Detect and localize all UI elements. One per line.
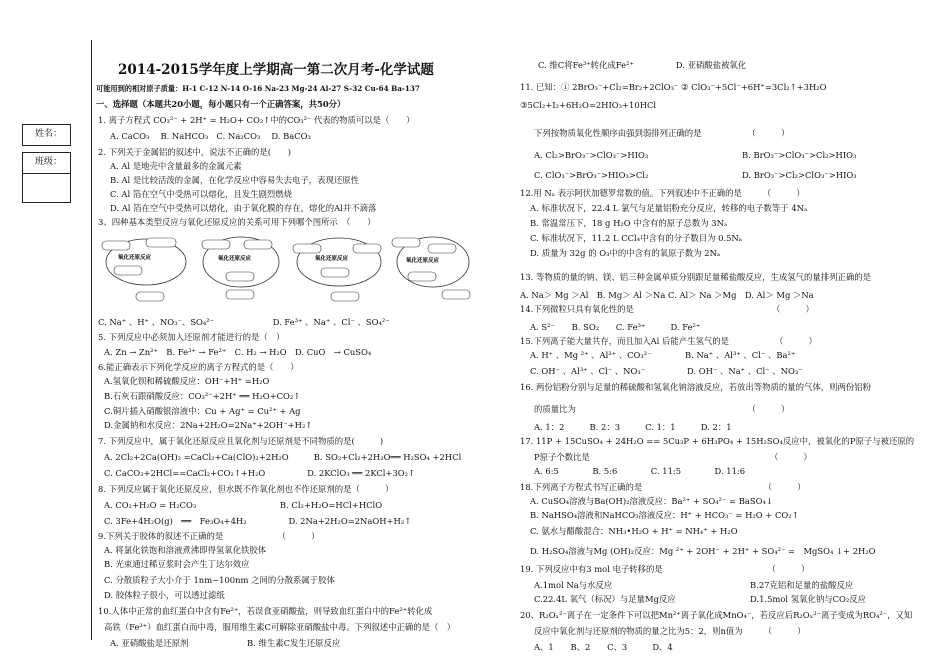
page-title: 2014-2015学年度上学期高一第二次月考-化学试题 bbox=[118, 62, 434, 78]
right-line: 12.用 Nₐ 表示阿伏加德罗常数的值。下列叙述中不正确的是 （ ） bbox=[520, 188, 805, 198]
left-line: A. 亚硝酸盐是还原剂 B. 维生素C发生还原反应 bbox=[110, 638, 341, 648]
left-line: C. CaCO₃+2HCl==CaCl₂+CO₂↑+H₂O D. 2KClO₃ ══ 2KCl+3O₂↑ bbox=[104, 468, 416, 478]
right-line: 18.下列离子方程式书写正确的是 （ ） bbox=[520, 482, 806, 492]
atomic-masses: 可能用到的相对原子质量：H-1 C-12 N-14 O-16 Na-23 Mg-24 Al-27 S-32 Cu-64 Ba-137 bbox=[96, 84, 420, 93]
left-line: A.氢氧化钡和稀硫酸反应：OH⁻+H⁺ =H₂O bbox=[104, 376, 270, 386]
right-line: B. 常温常压下，18 g H₂O 中含有的原子总数为 3Nₐ bbox=[530, 218, 728, 228]
diagram-d-center-label: 氧化还原反应 bbox=[406, 258, 440, 264]
name-label: 姓名： bbox=[35, 129, 63, 139]
right-line: C. 维C将Fe³⁺转化成Fe²⁺ D. 亚硝酸盐被氧化 bbox=[538, 60, 747, 70]
right-line: C. 氨水与醋酸混合：NH₃•H₂O + H⁺ = NH₄⁺ + H₂O bbox=[530, 526, 738, 536]
right-line: B. NaHSO₄溶液和NaHCO₃溶液反应：H⁺ + HCO₃⁻ = H₂O + CO₂↑ bbox=[530, 510, 799, 520]
left-line: C. 分散质粒子大小介于 1nm~100nm 之间的分散系属于胶体 bbox=[104, 575, 335, 585]
right-line: A. S²⁻ B. SO₂ C. Fe³⁺ D. Fe²⁺ bbox=[530, 322, 701, 332]
left-line: 9.下列关于胶体的叙述不正确的是 （ ） bbox=[98, 531, 320, 541]
right-line: 15.下列离子能大量共存，而且加入Al 后能产生氢气的是 （ ） bbox=[520, 336, 817, 346]
class-label: 班级： bbox=[35, 157, 63, 167]
left-line: 2. 下列关于金属铝的叙述中，说法不正确的是( ) bbox=[98, 147, 292, 157]
right-line: D. H₂SO₄溶液与Mg (OH)₂反应：Mg ²⁺ + 2OH⁻ + 2H⁺ + SO₄²⁻ = MgSO₄ ↓+ 2H₂O bbox=[530, 546, 876, 556]
right-line: 13. 等物质的量的钠、镁、铝三种金属单质分别跟足量稀盐酸反应，生成氢气的量排列正确的是 bbox=[520, 272, 871, 282]
class-box[interactable] bbox=[22, 152, 71, 174]
right-line: A. 6:5 B. 5:6 C. 11:5 D. 11:6 bbox=[534, 466, 746, 476]
left-line: A. Zn → Zn²⁺ B. Fe³⁺ → Fe²⁺ C. H₂ → H₂O D. CuO → CuSO₄ bbox=[104, 347, 372, 357]
right-line: B. BrO₃⁻>ClO₃⁻>Cl₂>HIO₃ bbox=[742, 150, 857, 160]
diagram-a bbox=[102, 238, 186, 301]
diagram-a-center-label: 氧化还原反应 bbox=[118, 255, 152, 261]
right-line: A. H⁺ 、Mg ²⁺ 、Al³⁺ 、CO₃²⁻ B. Na⁺ 、Al³⁺ 、Cl⁻ 、Ba²⁺ bbox=[530, 350, 796, 360]
binding-line bbox=[91, 40, 92, 640]
diagram-b-center-label: 氧化还原反应 bbox=[218, 256, 252, 262]
right-line: 19. 下列反应中有3 mol 电子转移的是 （ ） bbox=[520, 564, 810, 574]
right-line: D.1.5mol 氢氧化钠与CO₂反应 bbox=[750, 594, 866, 604]
left-line: C. Al 箔在空气中受热可以熔化，且发生剧烈燃烧 bbox=[110, 189, 292, 199]
right-line: A. Cl₂>BrO₃⁻>ClO₃⁻>HIO₃ bbox=[534, 150, 649, 160]
right-line: ③5Cl₂+I₂+6H₂O=2HIO₃+10HCl bbox=[520, 100, 657, 110]
left-line: C.铜片插入硝酸银溶液中：Cu + Ag⁺ = Cu²⁺ + Ag bbox=[104, 406, 301, 416]
left-line: 1. 离子方程式 CO₃²⁻ + 2H⁺ = H₂O+ CO₂↑中的CO₃²⁻ 代表的物质可以是（ ） bbox=[98, 115, 415, 125]
right-line: 17. 11P + 15CuSO₄ + 24H₂O == 5Cu₃P + 6H₃PO₄ + 15H₂SO₄反应中，被氧化的P原子与被还原的 bbox=[520, 436, 915, 446]
left-line: D.金属钠和水反应：2Na+2H₂O=2Na⁺+2OH⁻+H₂↑ bbox=[104, 420, 313, 430]
left-line: 6.能正确表示下列化学反应的离子方程式的是（ ） bbox=[98, 362, 299, 372]
right-line: C. ClO₃⁻>BrO₃⁻>HIO₃>Cl₂ bbox=[534, 170, 649, 180]
right-line: C.22.4L 氧气（标况）与足量Mg反应 bbox=[534, 594, 676, 604]
q3-diagrams bbox=[96, 232, 496, 307]
right-line: A. Na＞ Mg ＞Al B. Mg＞ Al ＞Na C. Al＞ Na ＞Mg D. Al＞ Mg ＞Na bbox=[520, 290, 814, 300]
diagram-b bbox=[202, 237, 279, 299]
right-line: A. CuSO₄溶液与Ba(OH)₂溶液反应：Ba²⁺ + SO₄²⁻ = BaSO₄↓ bbox=[530, 496, 773, 506]
diagram-c bbox=[293, 238, 381, 301]
left-line: C. Na⁺ 、H⁺ 、NO₃⁻、SO₄²⁻ D. Fe³⁺ 、Na⁺ 、Cl⁻ 、SO₄²⁻ bbox=[98, 317, 390, 327]
right-line: B.27克铝和足量的盐酸反应 bbox=[750, 580, 854, 590]
left-line: D. 胶体粒子很小，可以透过滤纸 bbox=[104, 590, 225, 600]
right-line: D. 质量为 32g 的 O₃中的中含有的氧原子数为 2Nₐ bbox=[530, 248, 721, 258]
right-line: D. BrO₃⁻>Cl₂>ClO₃⁻>HIO₃ bbox=[742, 170, 857, 180]
right-line: A.1mol Na与水反应 bbox=[534, 580, 613, 590]
left-line: A. CaCO₃ B. NaHCO₃ C. Na₂CO₃ D. BaCO₃ bbox=[110, 131, 311, 141]
right-line: 的质量比为 （ ） bbox=[534, 404, 790, 414]
right-line: P原子个数比是 （ ） bbox=[534, 452, 812, 462]
left-line: A. 2Cl₂+2Ca(OH)₂ =CaCl₂+Ca(ClO)₂+2H₂O B. SO₂+Cl₂+2H₂O══ H₂SO₄ +2HCl bbox=[104, 452, 462, 462]
left-line: C. 3Fe+4H₂O(g) ══ Fe₃O₄+4H₂ D. 2Na+2H₂O=2NaOH+H₂↑ bbox=[104, 516, 412, 526]
right-line: 11. 已知：① 2BrO₃⁻+Cl₂=Br₂+2ClO₃⁻ ② ClO₃⁻+5Cl⁻+6H⁺=3Cl₂↑+3H₂O bbox=[520, 82, 827, 92]
left-line: A. 将氯化铁饱和溶液煮沸即得氢氧化铁胶体 bbox=[104, 545, 267, 555]
diagram-d bbox=[392, 237, 470, 299]
right-line: A. 标准状况下，22.4 L 氯气与足量铝粉充分反应，转移的电子数等于 4Nₐ bbox=[530, 203, 808, 213]
right-line: A、1 B、2 C、3 D、4 bbox=[534, 642, 673, 652]
name-box[interactable] bbox=[22, 124, 71, 146]
right-line: 14.下列微粒只具有氧化性的是 （ ） bbox=[520, 304, 814, 314]
right-line: 20、R₂Oₓ²⁻离子在一定条件下可以把Mn²⁺离子氧化成MnO₄⁻，若反应后R₂Oₓ²⁻离子变成为RO₄²⁻，又知 bbox=[520, 610, 913, 620]
diagram-c-center-label: 氧化还原反应 bbox=[315, 256, 349, 262]
left-line: 3、四种基本类型反应与氧化还原反应的关系可用下列哪个图所示 （ ） bbox=[98, 217, 376, 227]
left-line: 8. 下列反应属于氧化还原反应，但水既不作氧化剂也不作还原剂的是（ ） bbox=[98, 484, 394, 494]
left-line: 5. 下列反应中必须加入还原剂才能进行的是（ ） bbox=[98, 332, 285, 342]
left-line: 10.人体中正常的血红蛋白中含有Fe²⁺，若误食亚硝酸盐，则导致血红蛋白中的Fe²⁺转化成 bbox=[98, 606, 433, 616]
left-line: A. Al 是地壳中含量最多的金属元素 bbox=[110, 161, 242, 171]
right-line: C. OH⁻ 、Al³⁺ 、Cl⁻ 、NO₃⁻ D. OH⁻ 、Na⁺ 、Cl⁻ 、NO₃⁻ bbox=[530, 366, 803, 376]
right-line: 16. 两份铝粉分别与足量的稀硫酸和氢氧化钠溶液反应，若放出等物质的量的气体，则两份铝粉 bbox=[520, 382, 871, 392]
right-line: A. 1：2 B. 2：3 C. 1：1 D. 2：1 bbox=[534, 422, 732, 432]
right-line: C. 标准状况下，11.2 L CCl₄中含有的分子数目为 0.5Nₐ bbox=[530, 233, 742, 243]
left-line: D. Al 箔在空气中受热可以熔化，由于氧化膜的存在，熔化的Al并不滴落 bbox=[110, 203, 377, 213]
section-heading: 一、选择题（本题共20小题，每小题只有一个正确答案，共50分） bbox=[96, 99, 346, 109]
left-line: A. CO₂+H₂O = H₂CO₃ B. Cl₂+H₂O=HCl+HClO bbox=[104, 500, 383, 510]
left-line: B.石灰石跟硝酸反应：CO₃²⁻+2H⁺ ══ H₂O+CO₂↑ bbox=[104, 391, 301, 401]
right-line: 下列按物质氧化性顺序由强到弱排列正确的是 （ ） bbox=[534, 128, 790, 138]
left-line: B. 光束通过稀豆浆时会产生丁达尔效应 bbox=[104, 559, 250, 569]
blank-box bbox=[22, 172, 71, 203]
left-line: 高铁（Fe³⁺）血红蛋白而中毒，服用维生素C可解除亚硝酸盐中毒。下列叙述中正确的是（ ） bbox=[104, 622, 456, 632]
left-line: B. Al 是比较活泼的金属，在化学反应中容易失去电子，表现还原性 bbox=[110, 175, 359, 185]
left-line: 7. 下列反应中，属于氧化还原反应且氧化剂与还原剂是不同物质的是( ) bbox=[98, 436, 384, 446]
right-line: 反应中氧化剂与还原剂的物质的量之比为5：2，则n值为 （ ） bbox=[534, 626, 806, 636]
